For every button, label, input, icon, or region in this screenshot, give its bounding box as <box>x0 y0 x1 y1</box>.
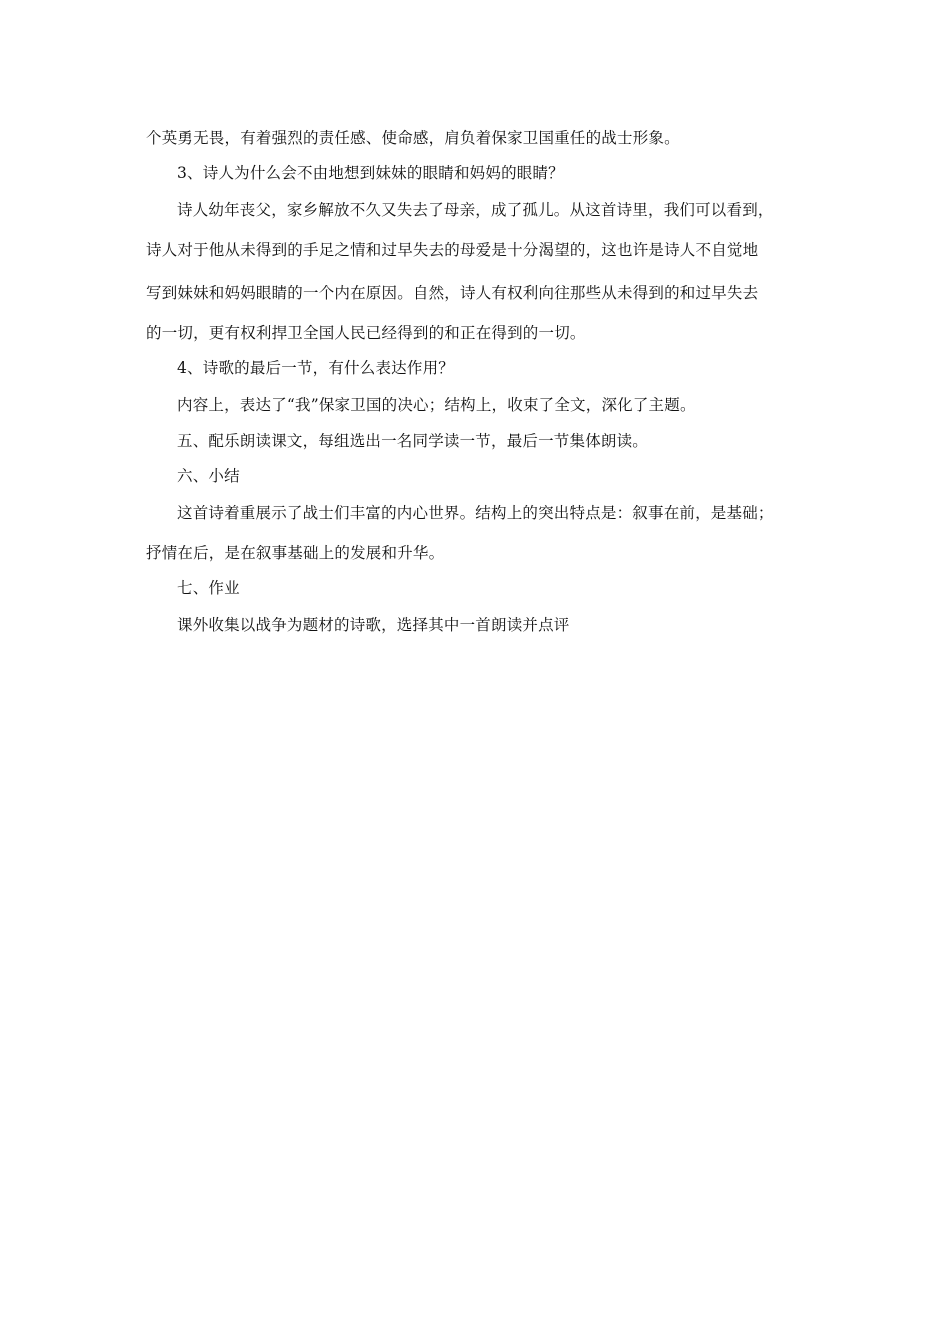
answer-3-line-2: 诗人对于他从未得到的手足之情和过早失去的母爱是十分渴望的，这也许是诗人不自觉地 <box>146 241 759 259</box>
summary-line-1: 这首诗着重展示了战士们丰富的内心世界。结构上的突出特点是：叙事在前，是基础； <box>177 504 774 522</box>
section-6-heading: 六、小结 <box>177 467 240 485</box>
homework-text: 课外收集以战争为题材的诗歌，选择其中一首朗读并点评 <box>177 616 570 634</box>
question-3-heading: 3、诗人为什么会不由地想到妹妹的眼睛和妈妈的眼睛？ <box>177 164 564 182</box>
answer-3-line-4: 的一切，更有权利捍卫全国人民已经得到的和正在得到的一切。 <box>146 324 586 342</box>
answer-3-line-3: 写到妹妹和妈妈眼睛的一个内在原因。自然，诗人有权利向往那些从未得到的和过早失去 <box>146 284 759 302</box>
section-5-heading: 五、配乐朗读课文，每组选出一名同学读一节，最后一节集体朗读。 <box>177 432 649 450</box>
summary-line-2: 抒情在后，是在叙事基础上的发展和升华。 <box>146 544 445 562</box>
paragraph-continuation-line: 个英勇无畏，有着强烈的责任感、使命感，肩负着保家卫国重任的战士形象。 <box>146 129 680 147</box>
section-7-heading: 七、作业 <box>177 579 240 597</box>
answer-4-text: 内容上，表达了“我”保家卫国的决心；结构上，收束了全文，深化了主题。 <box>177 396 696 414</box>
answer-3-line-1: 诗人幼年丧父，家乡解放不久又失去了母亲，成了孤儿。从这首诗里，我们可以看到， <box>177 201 774 219</box>
question-4-heading: 4、诗歌的最后一节，有什么表达作用？ <box>177 359 454 377</box>
